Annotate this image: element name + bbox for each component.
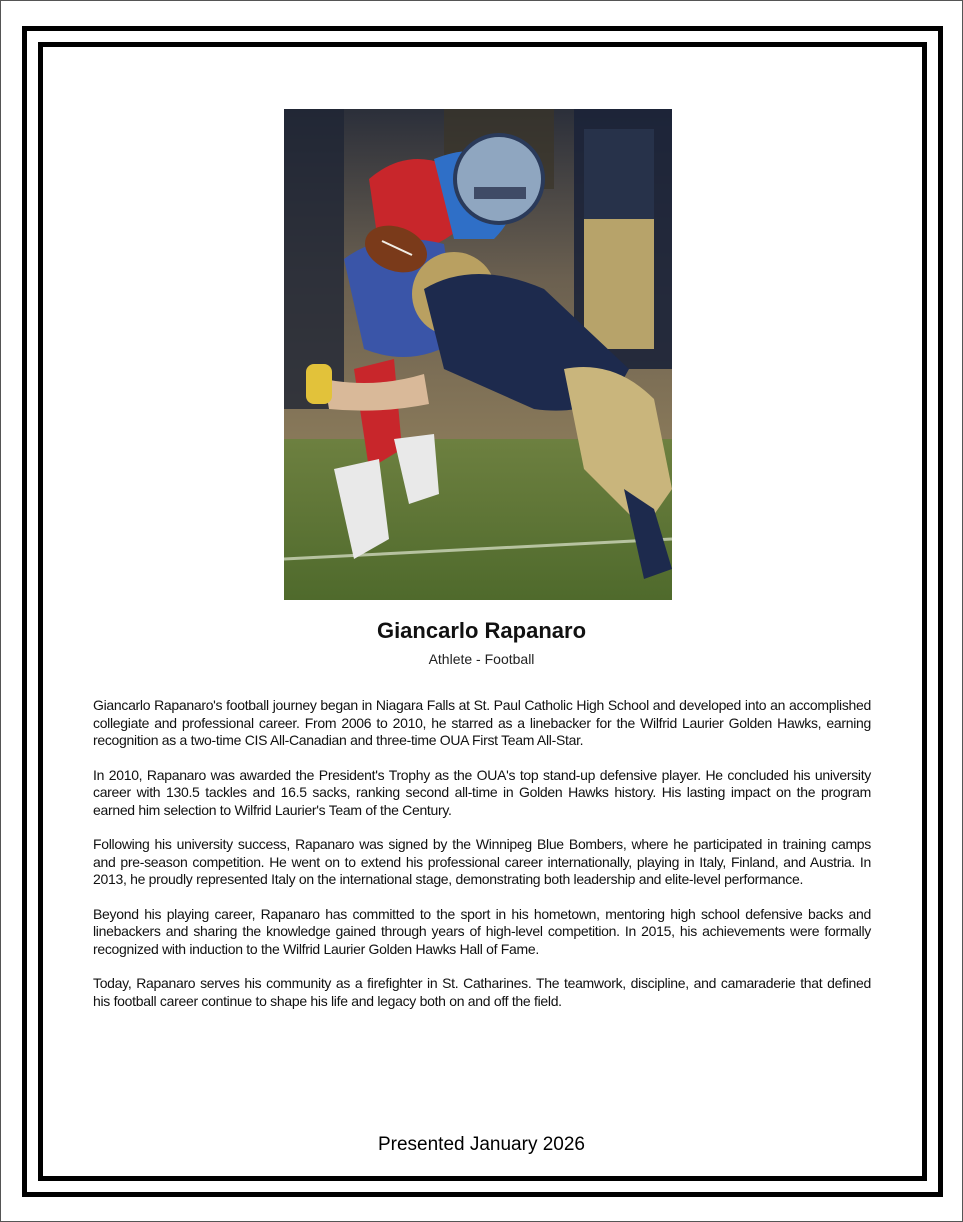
presented-date: Presented January 2026 [377,1134,586,1155]
bio-paragraph: In 2010, Rapanaro was awarded the President's Trophy as the OUA's top stand-up defensive player. He concluded his university career with 130.5 tackles and 16.5 sacks, ranking second all-time in Golden Hawks history. His lasting impact on the program earned him selection to Wilfrid Laurier's Team of the Century. [93,766,871,818]
bio-paragraph: Giancarlo Rapanaro's football journey began in Niagara Falls at St. Paul Catholic High School and developed into an accomplished collegiate and professional career. From 2006 to 2010, he starred as a linebacker for the Wilfrid Laurier Golden Hawks, earning recognition as a two-time CIS All-Canadian and three-time OUA First Team All-Star. [93,697,871,748]
biography [93,697,871,1027]
bio-paragraph: Today, Rapanaro serves his community as a firefighter in St. Catharines. The teamwork, discipline, and camaraderie that defined his football career continue to shape his life and legacy both on and off the field. [93,975,871,1009]
inductee-category: Athlete - Football [428,651,535,667]
bio-paragraph: Beyond his playing career, Rapanaro has committed to the sport in his hometown, mentoring high school defensive backs and linebackers and sharing the knowledge gained through years of high-level competition. In 2015, his achievements were formally recognized with induction to the Wilfrid Laurier Golden Hawks Hall of Fame. [93,905,871,957]
football-action-photo-icon [284,109,672,600]
athlete-photo [284,109,672,600]
bio-paragraph: Following his university success, Rapanaro was signed by the Winnipeg Blue Bombers, where he participated in training camps and pre-season competition. He went on to extend his professional career internationally, playing in Italy, Finland, and Austria. In 2013, he proudly represented Italy on the international stage, demonstrating both leadership and elite-level performance. [93,836,871,887]
inductee-name: Giancarlo Rapanaro [376,618,587,643]
